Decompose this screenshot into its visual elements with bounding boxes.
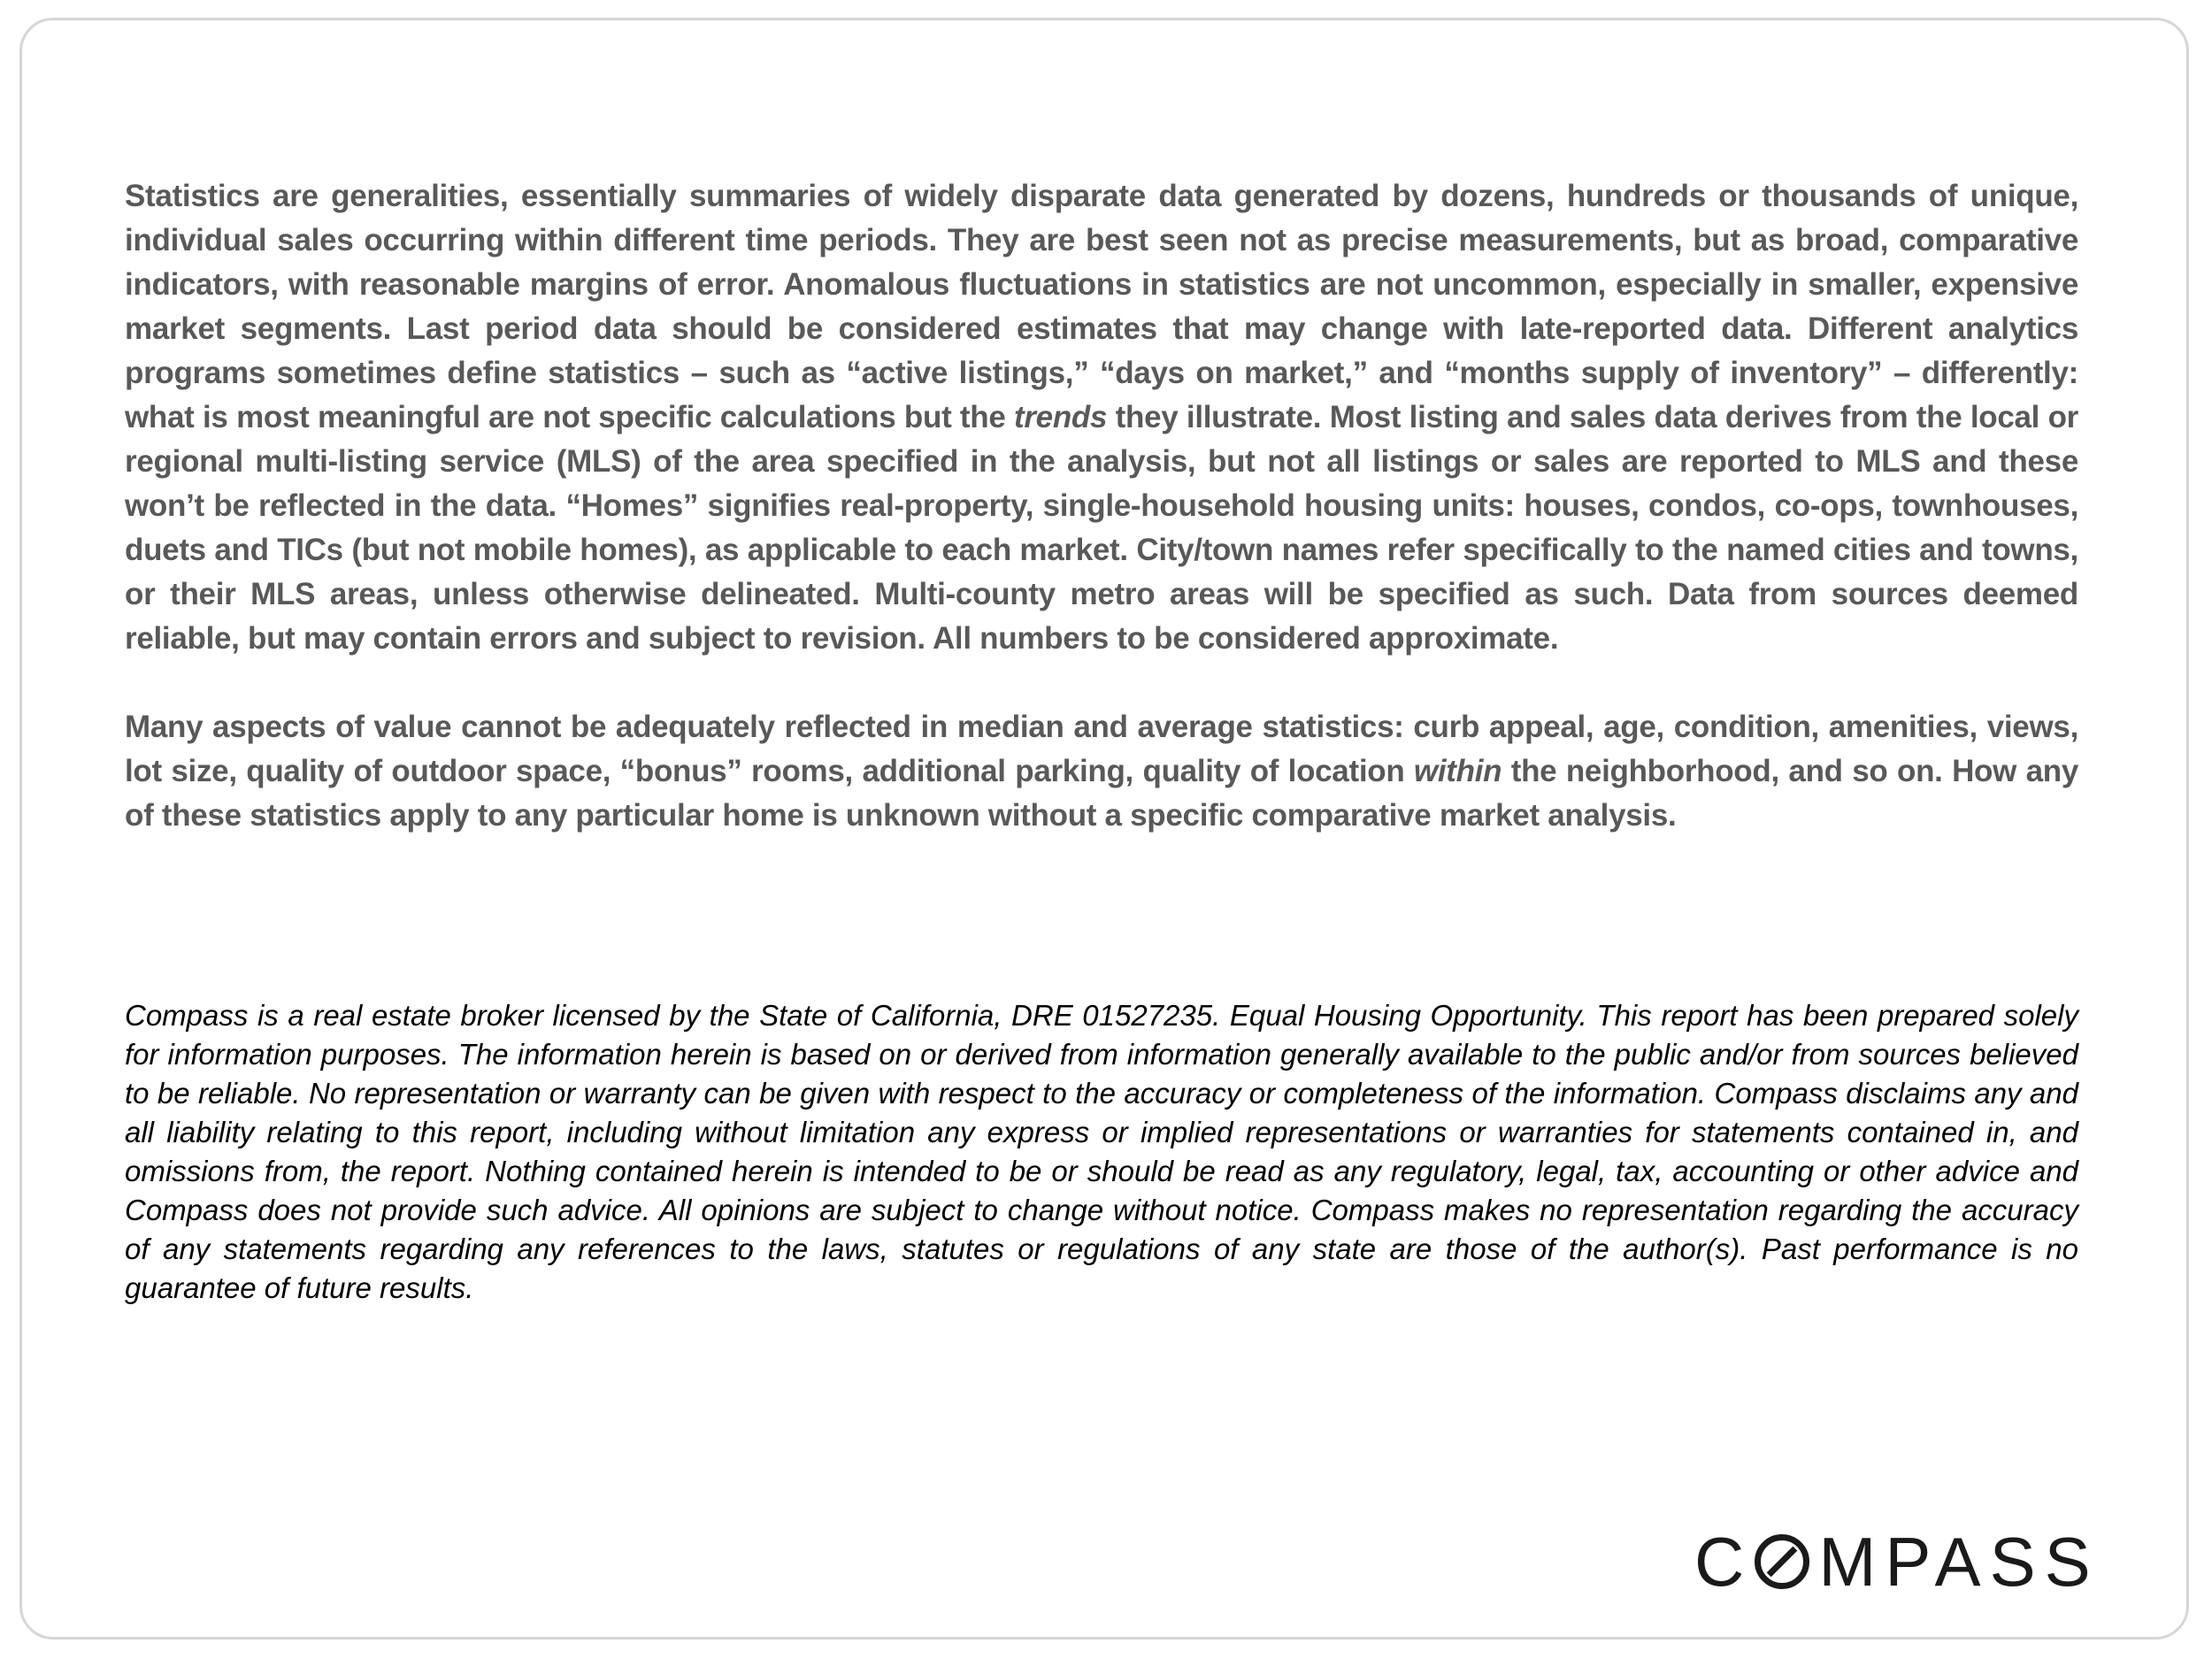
statistics-paragraph-1 bbox=[125, 174, 2078, 661]
statistics-paragraph-1-text-a: Statistics are generalities, essentially summaries of widely disparate data generated by dozens, hundreds or thousands of unique, individual sales occurring within different time periods. They are best seen not as precise measurements, but as broad, comparative indicators, with reasonable margins of error. Anomalous fluctuations in statistics are not uncommon, especially in smaller, expensive market segments. Last period data should be considered estimates that may change with late-reported data. Different analytics programs sometimes define statistics – such as “active listings,” “days on market,” and “months supply of inventory” – differently: what is most meaningful are not specific calculations but the bbox=[125, 179, 2078, 434]
statistics-paragraph-2-text-b: the neighborhood, and so on. How any of these statistics apply to any particular home is unknown without a specific comparative market analysis. bbox=[125, 754, 2078, 833]
logo-letters-mpass: MPASS bbox=[1818, 1523, 2100, 1601]
paragraph-spacer bbox=[125, 661, 2078, 705]
statistics-paragraph-2-emphasis: within bbox=[1413, 754, 1502, 788]
compass-logo bbox=[1694, 1522, 2101, 1601]
logo-letter-c: C bbox=[1694, 1523, 1754, 1601]
compass-o-icon bbox=[1755, 1534, 1809, 1589]
statistics-paragraph-1-text-b: they illustrate. Most listing and sales data derives from the local or regional multi-listing service (MLS) of the area specified in the analysis, but not all listings or sales are reported to MLS and these won’t be reflected in the data. “Homes” signifies real-property, single-household housing units: houses, condos, co-ops, townhouses, duets and TICs (but not mobile homes), as applicable to each market. City/town names refer specifically to the named cities and towns, or their MLS areas, unless otherwise delineated. Multi-county metro areas will be specified as such. Data from sources deemed reliable, but may contain errors and subject to revision. All numbers to be considered approximate. bbox=[125, 400, 2078, 656]
legal-disclaimer: Compass is a real estate broker licensed by the State of California, DRE 01527235. Equal Housing Opportunity. This report has been prepared solely for information purposes. The information herein is based on or derived from information generally available to the public and/or from sources believed to be reliable. No representation or warranty can be given with respect to the accuracy or completeness of the information. Compass disclaims any and all liability relating to this report, including without limitation any express or implied representations or warranties for statements contained in, and omissions from, the report. Nothing contained herein is intended to be or should be read as any regulatory, legal, tax, accounting or other advice and Compass does not provide such advice. All opinions are subject to change without notice. Compass makes no representation regarding the accuracy of any statements regarding any references to the laws, statutes or regulations of any state are those of the author(s). Past performance is no guarantee of future results. bbox=[125, 999, 2078, 1304]
statistics-paragraph-1-emphasis: trends bbox=[1014, 400, 1108, 434]
statistics-paragraph-2 bbox=[125, 705, 2078, 838]
statistics-disclaimer bbox=[125, 174, 2078, 838]
statistics-paragraph-2-text-a: Many aspects of value cannot be adequately reflected in median and average statistics: curb appeal, age, condition, amenities, views, lot size, quality of outdoor space, “bonus” rooms, additional parking, quality of location bbox=[125, 710, 2078, 788]
